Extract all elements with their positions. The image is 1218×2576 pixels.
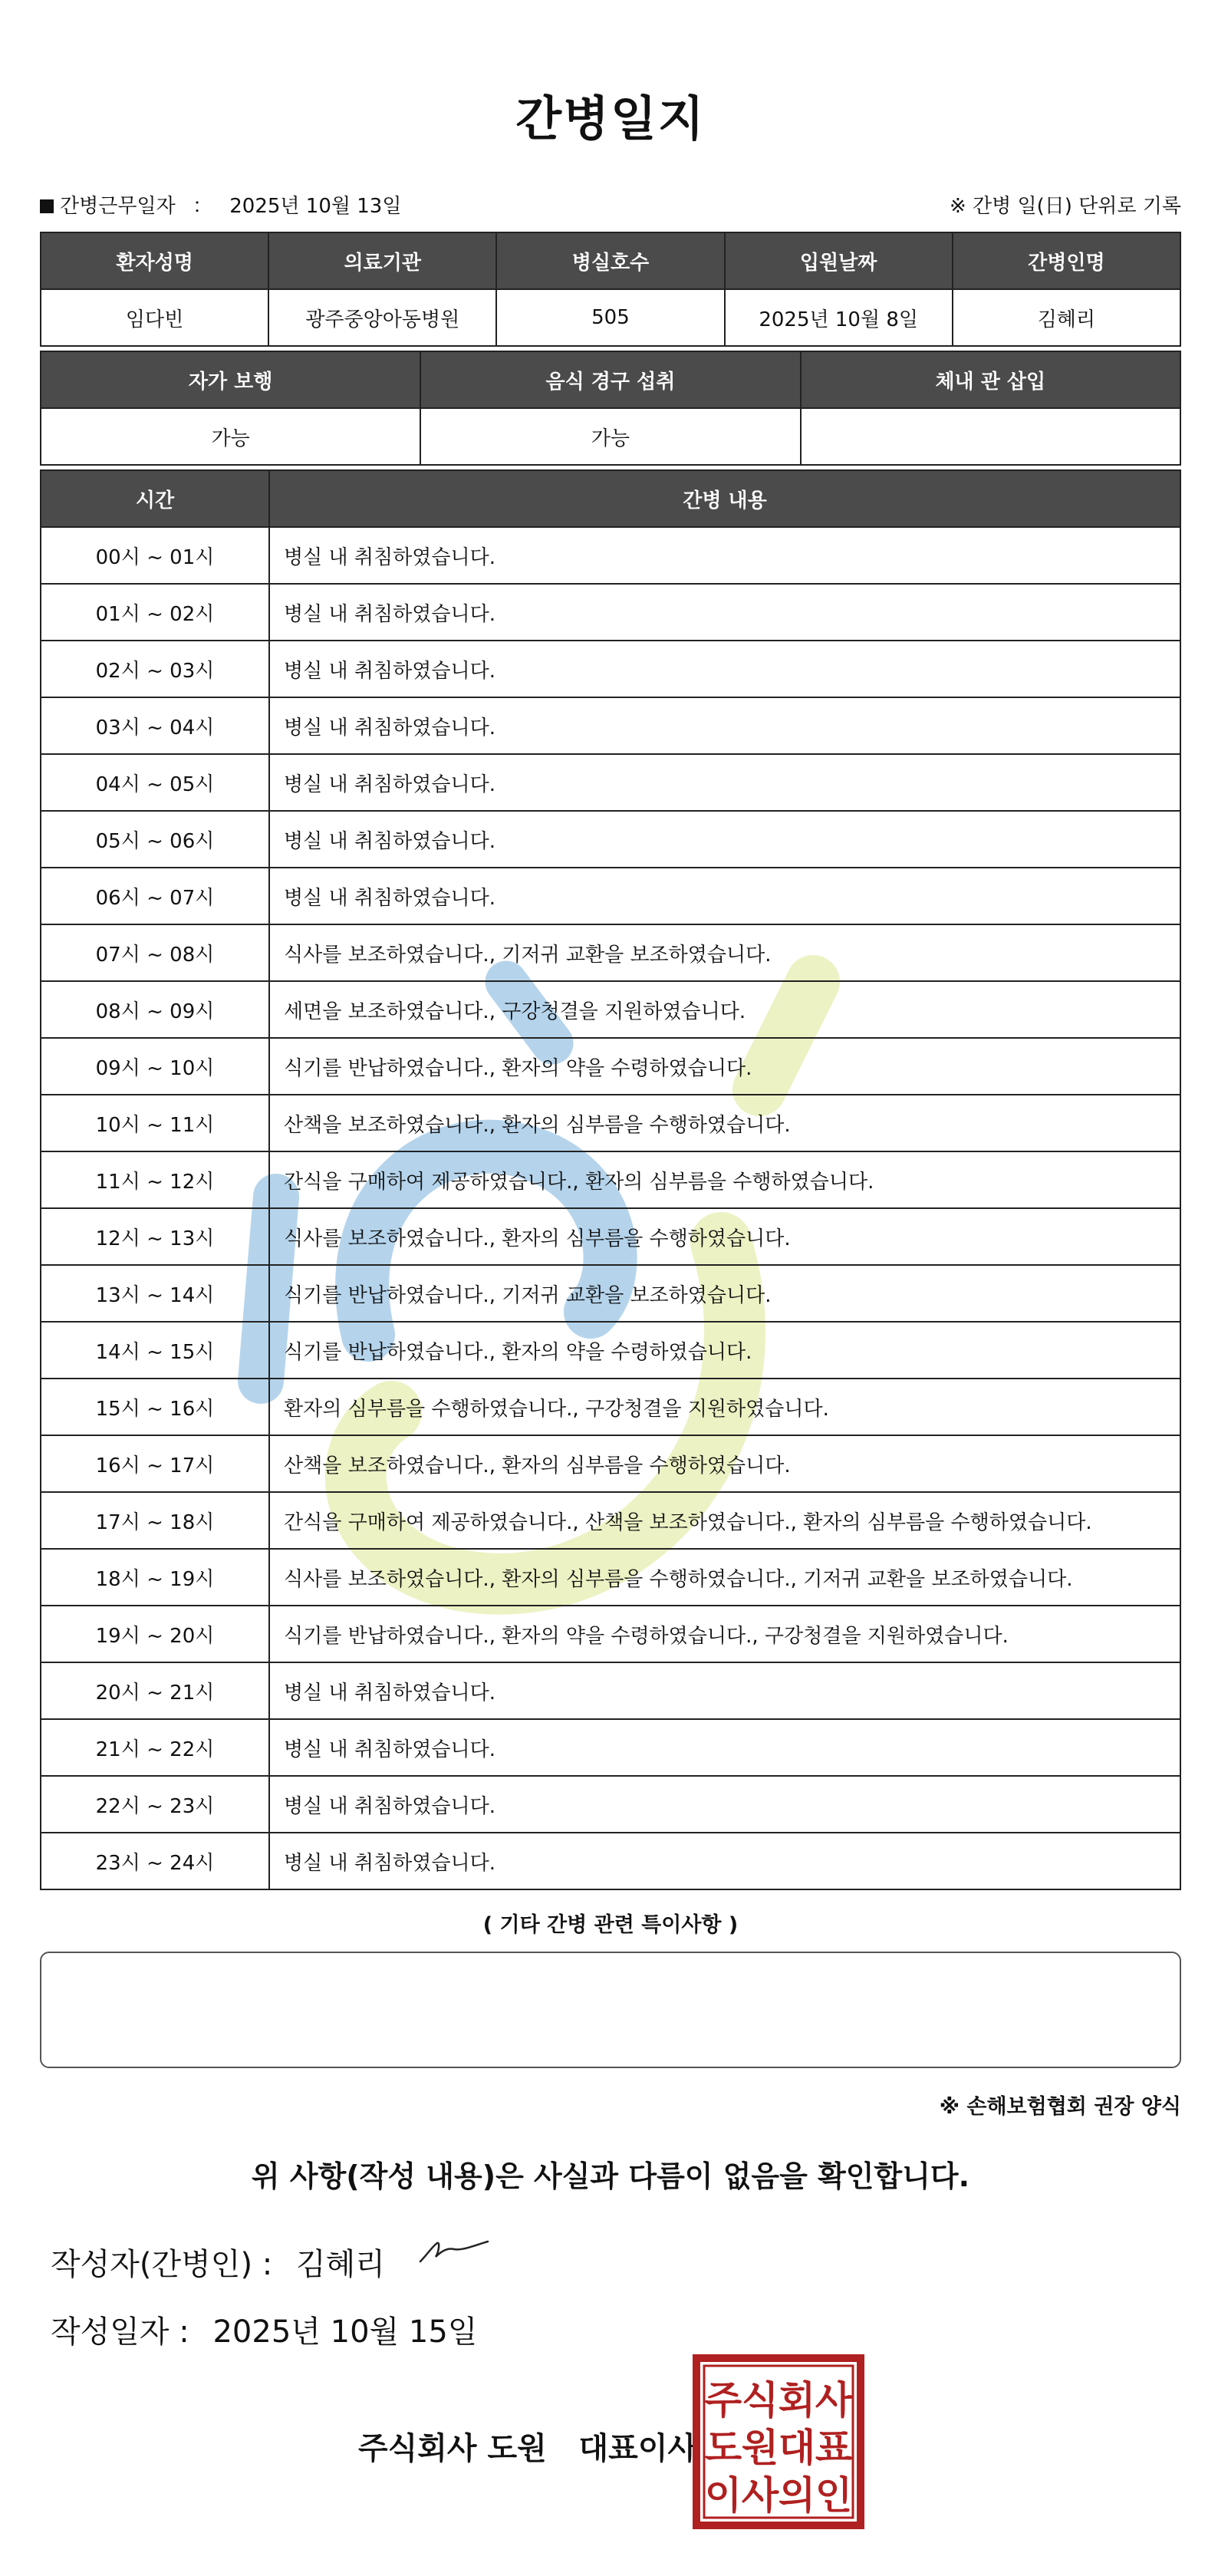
table-row	[41, 1379, 1180, 1435]
svg-text:주: 주	[704, 2378, 742, 2423]
table-row	[41, 1492, 1180, 1549]
svg-text:대: 대	[778, 2426, 816, 2470]
table-row	[41, 641, 1180, 697]
oral-intake-value: 가능	[420, 408, 800, 465]
header-self-walking: 자가 보행	[41, 351, 420, 408]
svg-text:인: 인	[815, 2473, 853, 2518]
time-cell: 11시 ~ 12시	[41, 1151, 269, 1208]
time-cell: 07시 ~ 08시	[41, 924, 269, 981]
table-row	[41, 1776, 1180, 1833]
content-cell: 식기를 반납하였습니다., 기저귀 교환을 보조하였습니다.	[269, 1265, 1180, 1322]
time-cell: 14시 ~ 15시	[41, 1322, 269, 1379]
svg-text:회: 회	[778, 2378, 816, 2423]
signature-mark	[416, 2232, 492, 2271]
table-row	[41, 1265, 1180, 1322]
svg-text:도: 도	[704, 2426, 742, 2470]
table-row	[41, 1151, 1180, 1208]
content-cell: 병실 내 취침하였습니다.	[269, 641, 1180, 697]
svg-text:원: 원	[741, 2426, 779, 2470]
other-notes-label: ( 기타 간병 관련 특이사항 )	[482, 1913, 739, 1937]
other-notes-box	[40, 1952, 1181, 2068]
table-row	[41, 1435, 1180, 1492]
content-cell: 세면을 보조하였습니다., 구강청결을 지원하였습니다.	[269, 981, 1180, 1038]
confirmation-statement: 위 사항(작성 내용)은 사실과 다름이 없음을 확인합니다.	[251, 2159, 970, 2193]
work-date-label: 간병근무일자	[60, 195, 176, 218]
patient-name: 임다빈	[41, 289, 268, 346]
table-row	[41, 868, 1180, 924]
time-cell: 20시 ~ 21시	[41, 1662, 269, 1719]
room-number: 505	[496, 289, 724, 346]
table-row	[41, 1322, 1180, 1379]
time-cell: 19시 ~ 20시	[41, 1606, 269, 1662]
content-cell: 환자의 심부름을 수행하였습니다., 구강청결을 지원하였습니다.	[269, 1379, 1180, 1435]
time-cell: 18시 ~ 19시	[41, 1549, 269, 1606]
svg-text:사: 사	[815, 2378, 853, 2423]
care-log-body	[41, 527, 1180, 1889]
author-label: 작성자(간병인) :	[51, 2247, 273, 2282]
work-date	[40, 190, 401, 219]
content-cell: 병실 내 취침하였습니다.	[269, 1776, 1180, 1833]
status-info-table	[40, 351, 1181, 466]
meta-row	[40, 190, 1181, 218]
content-cell: 간식을 구매하여 제공하였습니다., 환자의 심부름을 수행하였습니다.	[269, 1151, 1180, 1208]
author-line	[51, 2240, 385, 2284]
header-oral-intake: 음식 경구 섭취	[420, 351, 800, 408]
self-walking-value: 가능	[41, 408, 420, 465]
time-cell: 04시 ~ 05시	[41, 754, 269, 811]
content-cell: 병실 내 취침하였습니다.	[269, 697, 1180, 754]
svg-text:표: 표	[815, 2426, 853, 2470]
time-cell: 03시 ~ 04시	[41, 697, 269, 754]
header-caregiver-name: 간병인명	[953, 232, 1180, 289]
time-cell: 23시 ~ 24시	[41, 1833, 269, 1889]
table-row	[41, 981, 1180, 1038]
table-row	[41, 1606, 1180, 1662]
time-cell: 15시 ~ 16시	[41, 1379, 269, 1435]
table-row	[41, 1662, 1180, 1719]
content-cell: 식사를 보조하였습니다., 환자의 심부름을 수행하였습니다., 기저귀 교환을 보조하였습니다.	[269, 1549, 1180, 1606]
table-row	[41, 697, 1180, 754]
form-source-note: ※ 손해보험협회 권장 양식	[939, 2095, 1181, 2119]
time-cell: 17시 ~ 18시	[41, 1492, 269, 1549]
time-cell: 12시 ~ 13시	[41, 1208, 269, 1265]
content-cell: 식기를 반납하였습니다., 환자의 약을 수령하였습니다.	[269, 1038, 1180, 1095]
written-date-label: 작성일자 :	[51, 2314, 189, 2350]
content-cell: 병실 내 취침하였습니다.	[269, 1662, 1180, 1719]
content-cell: 병실 내 취침하였습니다.	[269, 811, 1180, 868]
time-cell: 02시 ~ 03시	[41, 641, 269, 697]
content-cell: 병실 내 취침하였습니다.	[269, 527, 1180, 584]
time-cell: 08시 ~ 09시	[41, 981, 269, 1038]
unit-note: ※ 간병 일(日) 단위로 기록	[949, 195, 1181, 218]
admission-date: 2025년 10월 8일	[725, 289, 953, 346]
time-cell: 13시 ~ 14시	[41, 1265, 269, 1322]
content-cell: 산책을 보조하였습니다., 환자의 심부름을 수행하였습니다.	[269, 1095, 1180, 1151]
work-date-separator: ：	[192, 195, 212, 218]
work-date-value: 2025년 10월 13일	[229, 195, 402, 218]
content-cell: 식기를 반납하였습니다., 환자의 약을 수령하였습니다., 구강청결을 지원하였습니다.	[269, 1606, 1180, 1662]
table-row	[41, 1095, 1180, 1151]
content-cell: 병실 내 취침하였습니다.	[269, 1719, 1180, 1776]
content-cell: 병실 내 취침하였습니다.	[269, 868, 1180, 924]
header-care-content: 간병 내용	[269, 470, 1180, 527]
square-bullet-icon	[40, 199, 54, 213]
author-name: 김혜리	[295, 2247, 385, 2282]
table-row	[41, 1719, 1180, 1776]
time-cell: 10시 ~ 11시	[41, 1095, 269, 1151]
header-room-number: 병실호수	[496, 232, 724, 289]
company-name: 주식회사 도원	[358, 2431, 547, 2466]
content-cell: 식기를 반납하였습니다., 환자의 약을 수령하였습니다.	[269, 1322, 1180, 1379]
time-cell: 06시 ~ 07시	[41, 868, 269, 924]
time-cell: 16시 ~ 17시	[41, 1435, 269, 1492]
time-cell: 00시 ~ 01시	[41, 527, 269, 584]
content-cell: 산책을 보조하였습니다., 환자의 심부름을 수행하였습니다.	[269, 1435, 1180, 1492]
table-row	[41, 527, 1180, 584]
content-cell: 식사를 보조하였습니다., 기저귀 교환을 보조하였습니다.	[269, 924, 1180, 981]
time-cell: 05시 ~ 06시	[41, 811, 269, 868]
time-cell: 09시 ~ 10시	[41, 1038, 269, 1095]
document-title: 간병일지	[515, 91, 706, 147]
patient-info-table	[40, 232, 1181, 347]
time-cell: 22시 ~ 23시	[41, 1776, 269, 1833]
table-row	[41, 1833, 1180, 1889]
header-admission-date: 입원날짜	[725, 232, 953, 289]
caregiver-name: 김혜리	[953, 289, 1180, 346]
company-seal-stamp	[692, 2354, 865, 2530]
content-cell: 간식을 구매하여 제공하였습니다., 산책을 보조하였습니다., 환자의 심부름을 수행하였습니다.	[269, 1492, 1180, 1549]
care-log-table	[40, 469, 1181, 1890]
company-representative-title: 대표이사	[578, 2431, 698, 2466]
time-cell: 21시 ~ 22시	[41, 1719, 269, 1776]
header-patient-name: 환자성명	[41, 232, 268, 289]
header-tube-insertion: 체내 관 삽입	[801, 351, 1180, 408]
written-date-line	[51, 2308, 477, 2351]
table-row	[41, 811, 1180, 868]
svg-text:식: 식	[741, 2378, 779, 2423]
table-row	[41, 924, 1180, 981]
table-row	[41, 1549, 1180, 1606]
table-row	[41, 1038, 1180, 1095]
svg-text:사: 사	[741, 2473, 779, 2518]
content-cell: 식사를 보조하였습니다., 환자의 심부름을 수행하였습니다.	[269, 1208, 1180, 1265]
time-cell: 01시 ~ 02시	[41, 584, 269, 641]
tube-insertion-value	[801, 408, 1180, 465]
header-hospital: 의료기관	[268, 232, 496, 289]
svg-text:의: 의	[778, 2473, 816, 2518]
table-row	[41, 754, 1180, 811]
hospital-name: 광주중앙아동병원	[268, 289, 496, 346]
content-cell: 병실 내 취침하였습니다.	[269, 1833, 1180, 1889]
header-time: 시간	[41, 470, 269, 527]
table-row	[41, 584, 1180, 641]
written-date-value: 2025년 10월 15일	[212, 2314, 478, 2350]
company-signature-line	[358, 2424, 697, 2468]
table-row	[41, 1208, 1180, 1265]
svg-text:이: 이	[704, 2473, 742, 2518]
content-cell: 병실 내 취침하였습니다.	[269, 754, 1180, 811]
content-cell: 병실 내 취침하였습니다.	[269, 584, 1180, 641]
